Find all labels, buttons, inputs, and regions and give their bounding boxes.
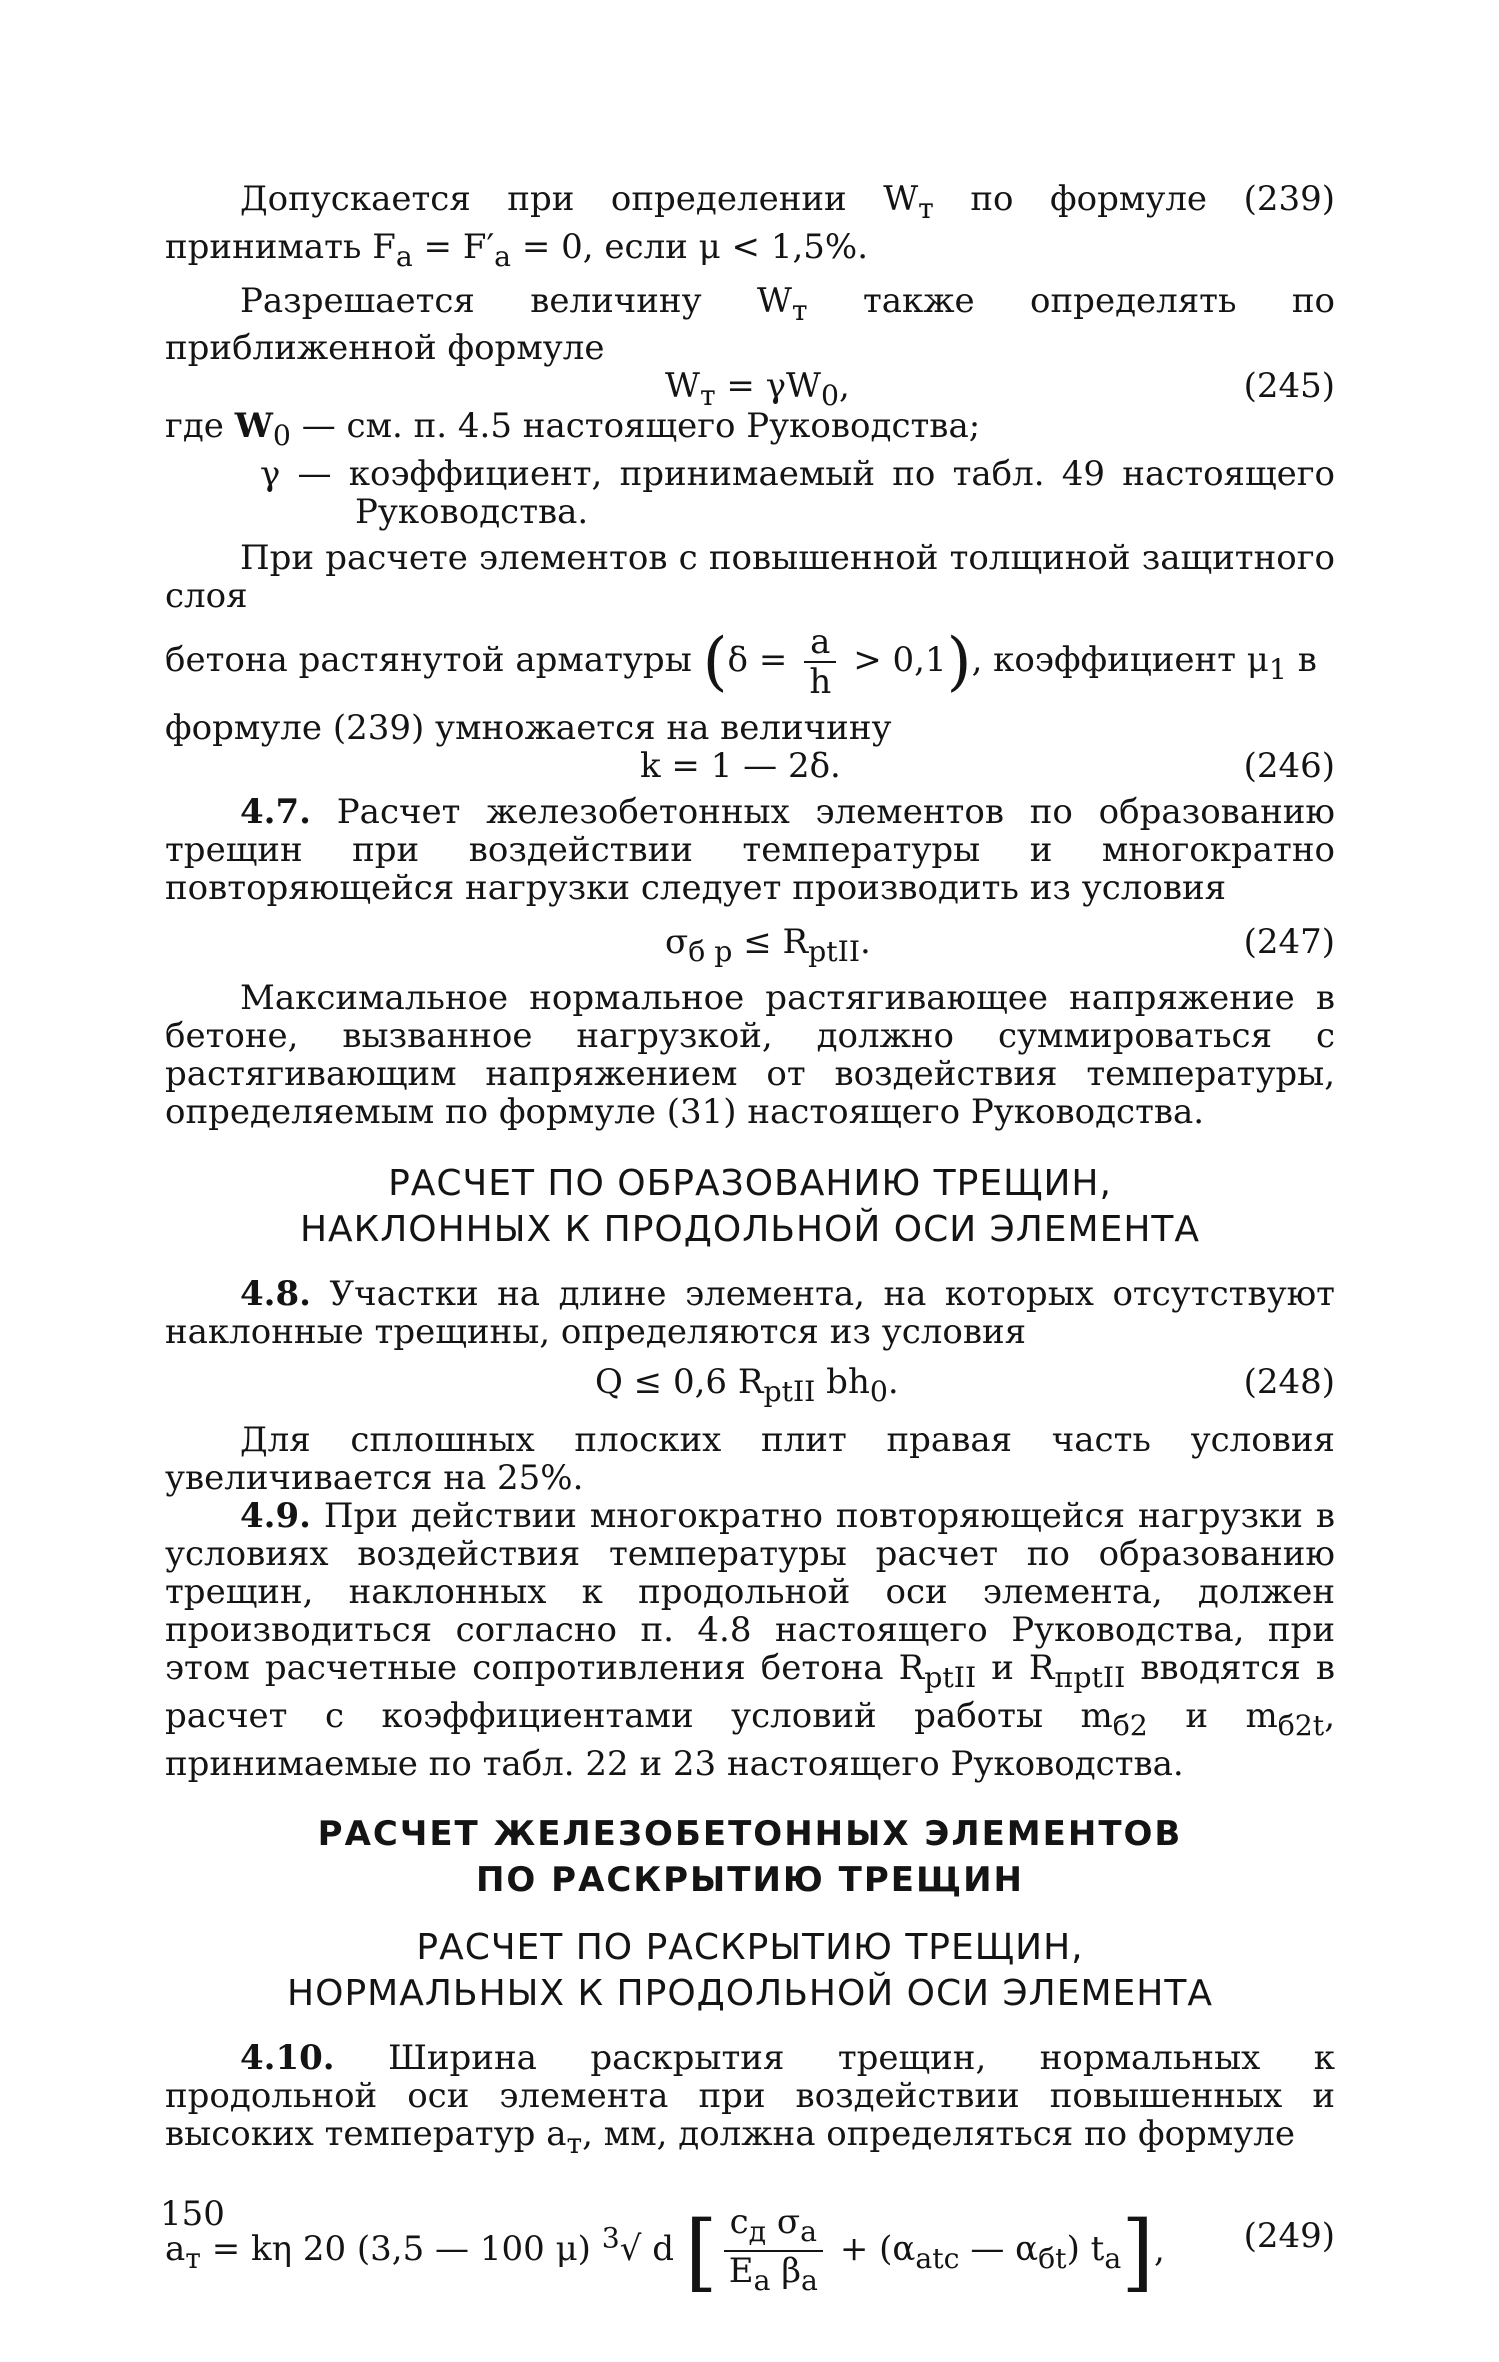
equation-247 [165, 923, 1335, 969]
equation-246 [165, 747, 1335, 787]
equation-247-number: (247) [1243, 922, 1335, 963]
cube-root: $^3$√ d [601, 2222, 675, 2270]
paragraph-4-10: 4.10. Ширина раскрытия трещин, нормальных к продольной оси элемента при воздействии повышенных и высоких температур $a_т$, мм, должна определяться по формуле [165, 2037, 1335, 2160]
equation-249 [165, 2189, 1335, 2301]
paragraph-slabs: Для сплошных плоских плит правая часть условия увеличивается на 25%. [165, 1420, 1335, 1499]
paragraph-w-t: Допускается при определении $W_т$ по формуле (239) принимать $F_а = F'_а = 0$, если μ < 1,5%. [165, 179, 1336, 273]
equation-248 [165, 1363, 1335, 1409]
equation-247-formula: $\sigma_{б р} \le R_{ptII}$. [665, 922, 871, 968]
equation-249-formula: $a_т = k\eta$ 20 (3,5 — 100 μ) $^3$√ d [ $\frac{c_д \sigma_а}{E_а \beta_а}$ + ($\alpha_{atc}$ — $\alpha_{бt}$) $t_а$], [165, 2201, 1165, 2301]
equation-246-formula: k = 1 — 2δ. [640, 746, 841, 787]
delta-text: бетона растянутой арматуры [165, 640, 692, 681]
paragraph-approx: Разрешается величину $W_т$ также определять по приближенной формуле [165, 280, 1335, 369]
equation-248-number: (248) [1243, 1362, 1335, 1403]
delta-symbol: δ = [727, 640, 788, 681]
equation-245-formula: $W_т = \gamma W_0$, [665, 366, 850, 413]
page-number: 150 [160, 2194, 225, 2234]
paragraph-4-9: 4.9. При действии многократно повторяющейся нагрузки в условиях воздействия температуры расчет по образованию трещин, наклонных к продольной оси элемента, должен производиться согласно п. 4.8 настоящего Руководства, при этом расчетные сопротивления бетона $R_{ptII}$ и $R_{прtII}$ вводятся в расчет с коэффициентами условий работы $m_{б2}$ и $m_{б2t}$, принимаемые по табл. 22 и 23 настоящего Руководства. [165, 1496, 1335, 1784]
paragraph-4-7: 4.7. Расчет железобетонных элементов по образованию трещин при воздействии температуры и многократно повторяющейся нагрузки следует производить из условия [165, 792, 1335, 909]
paragraph-protective-layer: При расчете элементов с повышенной толщиной защитного слоя [165, 538, 1335, 617]
delta-coefficient: , коэффициент $\mu_1$ в [971, 640, 1317, 686]
paragraph-multiplied: формуле (239) умножается на величину [165, 708, 892, 749]
equation-246-number: (246) [1243, 746, 1335, 787]
equation-245-number: (245) [1243, 366, 1335, 407]
paragraph-max-stress: Максимальное нормальное растягивающее напряжение в бетоне, вызванное нагрузкой, должно суммироваться с растягивающим напряжением от воздействия температуры, определяемым по формуле (31) настоящего Руководства. [165, 978, 1335, 1133]
equation-245 [165, 366, 1335, 413]
delta-condition: > 0,1 [853, 640, 947, 681]
heading-crack-opening: РАСЧЕТ ЖЕЛЕЗОБЕТОННЫХ ЭЛЕМЕНТОВ ПО РАСКРЫТИЮ ТРЕЩИН [317, 1813, 1183, 1900]
paragraph-delta-line: бетона растянутой арматуры (δ = $\frac{a}{h}$ > 0,1), коэффициент $\mu_1$ в [165, 622, 1317, 703]
equation-249-number: (249) [1243, 2215, 1335, 2256]
heading-normal-cracks: РАСЧЕТ ПО РАСКРЫТИЮ ТРЕЩИН, НОРМАЛЬНЫХ К ПРОДОЛЬНОЙ ОСИ ЭЛЕМЕНТА [287, 1926, 1213, 2014]
delta-fraction: $\frac{a}{h}$ [804, 623, 836, 701]
paragraph-4-8: 4.8. Участки на длине элемента, на которых отсутствуют наклонные трещины, определяются из условия [165, 1274, 1335, 1353]
equation-248-formula: Q ≤ 0,6 $R_{ptII}$ $bh_0$. [595, 1362, 899, 1408]
where-gamma: γ — коэффициент, принимаемый по табл. 49 настоящего Руководства. [260, 454, 1335, 533]
heading-inclined-cracks: РАСЧЕТ ПО ОБРАЗОВАНИЮ ТРЕЩИН, НАКЛОННЫХ К ПРОДОЛЬНОЙ ОСИ ЭЛЕМЕНТА [299, 1163, 1201, 1251]
where-w0: где $W_0$ — см. п. 4.5 настоящего Руководства; [165, 406, 981, 453]
text-column [165, 179, 1336, 2301]
equation-249-fraction: $\frac{c_д \sigma_а}{E_а \beta_а}$ [724, 2203, 823, 2301]
